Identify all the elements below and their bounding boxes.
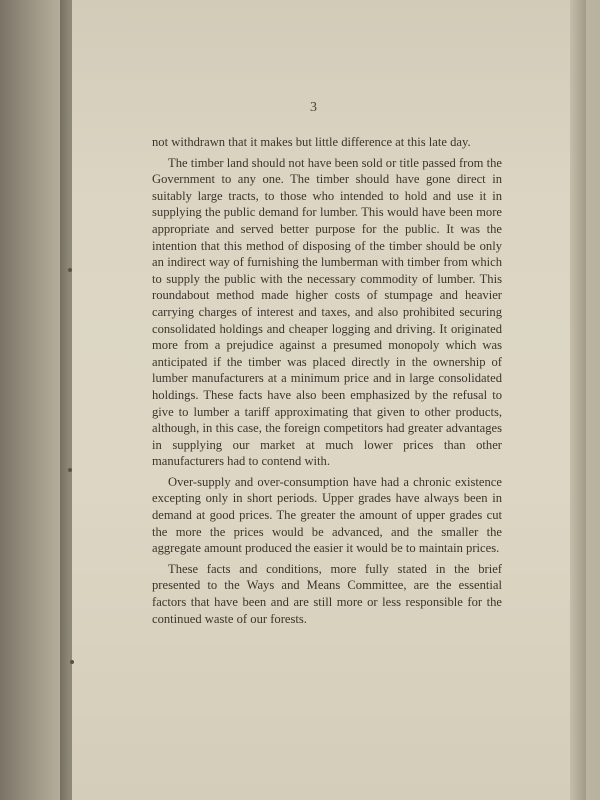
paragraph: The timber land should not have been sold or title passed from the Government to any one. The timber should have gone direct in suitably large tracts, to those who intended to hold and use it in supplying the public demand for lumber. This would have been more appropriate and served better purpose for the public. It was the intention that this method of disposing of the timber should be only an indirect way of furnishing the lumberman with timber from which to supply the public with the necessary commodity of lumber. This roundabout method made higher costs of stumpage and heavier carrying charges of interest and taxes, and also prohibited securing consolidated holdings and cheaper logging and driving. It originated more from a prejudice against a presumed monopoly which was anticipated if the timber was placed directly in the ownership of lumber manufacturers at a minimum price and in large consolidated holdings. These facts have also been emphasized by the refusal to give to lumber a tariff approximating that given to other products, although, in this case, the foreign competitors had greater advantages in supplying our market at much lower prices than other manufacturers had to contend with.	[152, 155, 502, 469]
binding-hole	[68, 268, 72, 272]
paragraph: Over-supply and over-consumption have had a chronic existence excepting only in short periods. Upper grades have always been in demand at good prices. The greater the amount of upper grades cut the more the prices would be advanced, and the smaller the aggregate amount produced the easier it would be to maintain prices.	[152, 474, 502, 556]
page-number: 3	[310, 100, 317, 115]
binding-hole	[70, 660, 74, 664]
paragraph: not withdrawn that it makes but little difference at this late day.	[152, 135, 471, 149]
body-text	[152, 134, 502, 631]
paragraph: These facts and conditions, more fully stated in the brief presented to the Ways and Means Committee, are the essential factors that have been and are still more or less responsible for the continued waste of our forests.	[152, 561, 502, 626]
page-edge	[570, 0, 586, 800]
binding-hole	[68, 468, 72, 472]
